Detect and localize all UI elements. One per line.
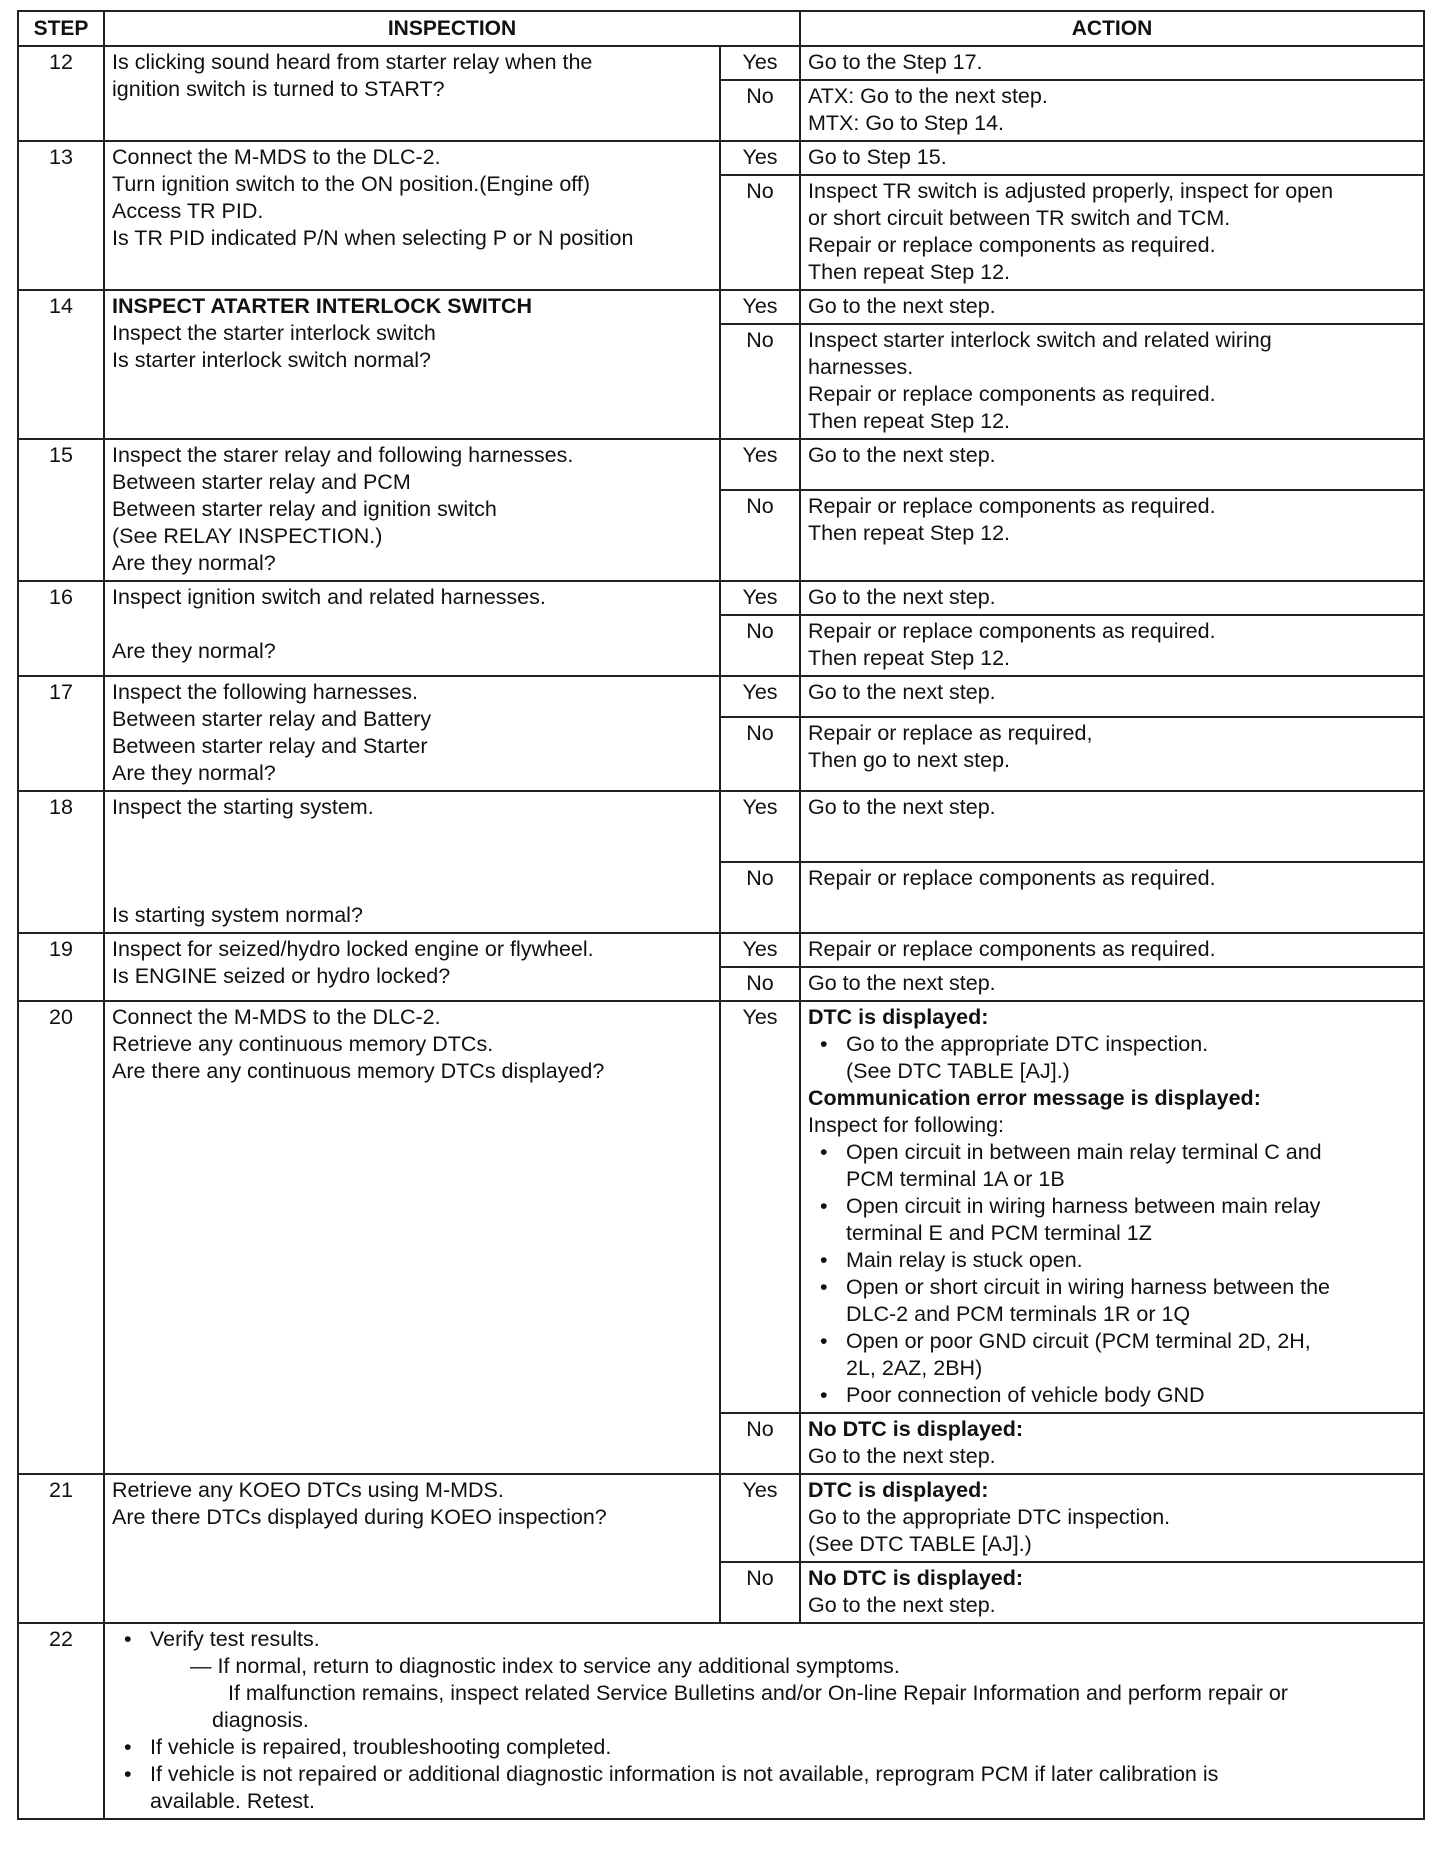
table-row bbox=[18, 581, 1424, 615]
step-number: 15 bbox=[18, 439, 104, 581]
text-line: Inspect the following harnesses. bbox=[112, 680, 418, 704]
yes-action-cell bbox=[800, 581, 1424, 615]
dtc-bullets bbox=[808, 1031, 1416, 1085]
text-line: Repair or replace components as required. bbox=[808, 866, 1216, 890]
text-line: available. Retest. bbox=[150, 1789, 315, 1813]
text-line: Retrieve any KOEO DTCs using M-MDS. bbox=[112, 1478, 504, 1502]
no-action-cell bbox=[800, 717, 1424, 791]
final-cell bbox=[104, 1623, 1424, 1819]
list-item bbox=[808, 1031, 1416, 1085]
inspection-cell bbox=[104, 791, 720, 933]
text-line: Then repeat Step 12. bbox=[808, 409, 1011, 433]
no-action-cell bbox=[800, 1562, 1424, 1623]
text-line: Are they normal? bbox=[112, 639, 276, 663]
text-line: Connect the M-MDS to the DLC-2. bbox=[112, 145, 441, 169]
inspection-cell bbox=[104, 1001, 720, 1474]
text-line: Repair or replace components as required. bbox=[808, 382, 1216, 406]
text-line: Inspect the starer relay and following harnesses. bbox=[112, 443, 574, 467]
step-number: 14 bbox=[18, 290, 104, 439]
table-body bbox=[18, 46, 1424, 1819]
text-line: Inspect TR switch is adjusted properly, inspect for open bbox=[808, 179, 1334, 203]
step-number: 12 bbox=[18, 46, 104, 141]
text-line: Between starter relay and Battery bbox=[112, 707, 432, 731]
final-bullets bbox=[112, 1626, 1416, 1815]
table-row bbox=[18, 1001, 1424, 1413]
step-number: 16 bbox=[18, 581, 104, 676]
text-line: Go to the next step. bbox=[808, 443, 996, 467]
table-row bbox=[18, 1474, 1424, 1562]
yes-label: Yes bbox=[720, 791, 800, 862]
text-line: Go to the next step. bbox=[808, 795, 996, 819]
yes-label: Yes bbox=[720, 676, 800, 717]
text-line: Is clicking sound heard from starter relay when the bbox=[112, 50, 593, 74]
table-row bbox=[18, 141, 1424, 175]
text-line: Then repeat Step 12. bbox=[808, 520, 1011, 545]
inspection-cell bbox=[104, 676, 720, 791]
step-number: 21 bbox=[18, 1474, 104, 1623]
text-line: Go to the next step. bbox=[808, 294, 996, 318]
yes-action-cell bbox=[800, 676, 1424, 717]
comm-heading: Communication error message is displayed: bbox=[808, 1086, 1261, 1110]
list-item bbox=[808, 1247, 1416, 1274]
action-heading: No DTC is displayed: bbox=[808, 1566, 1024, 1590]
text-line: Connect the M-MDS to the DLC-2. bbox=[112, 1005, 441, 1029]
step-number: 20 bbox=[18, 1001, 104, 1474]
text-line: Is starting system normal? bbox=[112, 903, 363, 927]
no-action-cell bbox=[800, 967, 1424, 1001]
text-line: Retrieve any continuous memory DTCs. bbox=[112, 1032, 494, 1056]
no-action-cell bbox=[800, 615, 1424, 676]
yes-label: Yes bbox=[720, 933, 800, 967]
header-action: ACTION bbox=[800, 11, 1424, 46]
text-line: • If vehicle is repaired, troubleshooting completed. bbox=[150, 1735, 612, 1759]
text-line: Then repeat Step 12. bbox=[808, 260, 1011, 284]
text-line: or short circuit between TR switch and TCM. bbox=[808, 206, 1231, 230]
list-item bbox=[112, 1734, 1416, 1761]
text-line: diagnosis. bbox=[212, 1708, 309, 1732]
text-line: Repair or replace as required, bbox=[808, 721, 1093, 746]
action-heading: DTC is displayed: bbox=[808, 1478, 989, 1502]
blank-line bbox=[112, 821, 712, 848]
list-item bbox=[808, 1139, 1416, 1193]
text-line: Are they normal? bbox=[112, 761, 276, 785]
no-label: No bbox=[720, 490, 800, 581]
no-label: No bbox=[720, 1562, 800, 1623]
header-step: STEP bbox=[18, 11, 104, 46]
text-line: 2L, 2AZ, 2BH) bbox=[846, 1356, 983, 1380]
table-row bbox=[18, 933, 1424, 967]
text-line: MTX: Go to Step 14. bbox=[808, 111, 1004, 135]
comm-intro: Inspect for following: bbox=[808, 1113, 1005, 1137]
text-line: Repair or replace components as required. bbox=[808, 493, 1216, 518]
text-line: Is starter interlock switch normal? bbox=[112, 348, 432, 372]
text-line: Between starter relay and Starter bbox=[112, 734, 428, 758]
text-line: If malfunction remains, inspect related Service Bulletins and/or On-line Repair Information and perform repair or bbox=[228, 1681, 1288, 1705]
yes-label: Yes bbox=[720, 439, 800, 490]
text-line: Repair or replace components as required. bbox=[808, 937, 1216, 961]
comm-bullets bbox=[808, 1139, 1416, 1409]
no-label: No bbox=[720, 80, 800, 141]
list-item bbox=[112, 1626, 1416, 1734]
table-row-final bbox=[18, 1623, 1424, 1819]
list-item bbox=[808, 1382, 1416, 1409]
yes-action-cell bbox=[800, 46, 1424, 80]
inspection-cell bbox=[104, 290, 720, 439]
step-number: 22 bbox=[18, 1623, 104, 1819]
header-row bbox=[18, 11, 1424, 46]
text-line: ATX: Go to the next step. bbox=[808, 84, 1048, 108]
table-row bbox=[18, 676, 1424, 717]
yes-action-cell bbox=[800, 1001, 1424, 1413]
text-line: harnesses. bbox=[808, 355, 914, 379]
text-line: Inspect starter interlock switch and related wiring bbox=[808, 328, 1272, 352]
text-line: DLC-2 and PCM terminals 1R or 1Q bbox=[846, 1302, 1191, 1326]
no-action-cell bbox=[800, 324, 1424, 439]
text-line: Inspect ignition switch and related harnesses. bbox=[112, 585, 546, 609]
text-line: • Main relay is stuck open. bbox=[846, 1248, 1083, 1272]
no-label: No bbox=[720, 1413, 800, 1474]
text-line: ignition switch is turned to START? bbox=[112, 77, 445, 101]
text-line: Then repeat Step 12. bbox=[808, 646, 1011, 670]
no-label: No bbox=[720, 717, 800, 791]
text-line: (See DTC TABLE [AJ].) bbox=[846, 1059, 1070, 1083]
inspection-cell bbox=[104, 581, 720, 676]
table-row bbox=[18, 290, 1424, 324]
no-action-cell bbox=[800, 80, 1424, 141]
list-item bbox=[808, 1193, 1416, 1247]
text-line: PCM terminal 1A or 1B bbox=[846, 1167, 1065, 1191]
list-item bbox=[808, 1328, 1416, 1382]
text-line: (See DTC TABLE [AJ].) bbox=[808, 1532, 1032, 1556]
inspection-cell bbox=[104, 141, 720, 290]
diagnostic-table bbox=[17, 10, 1425, 1820]
blank-line bbox=[112, 611, 712, 638]
text-line: Is TR PID indicated P/N when selecting P or N position bbox=[112, 226, 634, 250]
text-line: Inspect for seized/hydro locked engine or flywheel. bbox=[112, 937, 594, 961]
text-line: Access TR PID. bbox=[112, 199, 264, 223]
inspection-cell bbox=[104, 1474, 720, 1623]
text-line: • Open circuit in wiring harness between main relay bbox=[846, 1194, 1321, 1218]
blank-line bbox=[112, 848, 712, 875]
text-line: Repair or replace components as required. bbox=[808, 619, 1216, 643]
text-line: Go to the Step 17. bbox=[808, 50, 983, 74]
inspection-heading: INSPECT ATARTER INTERLOCK SWITCH bbox=[112, 294, 533, 318]
step-number: 17 bbox=[18, 676, 104, 791]
text-line: • Open circuit in between main relay terminal C and bbox=[846, 1140, 1322, 1164]
text-line: Is ENGINE seized or hydro locked? bbox=[112, 964, 451, 988]
text-line: Are there any continuous memory DTCs displayed? bbox=[112, 1059, 605, 1083]
text-line: Are they normal? bbox=[112, 551, 276, 575]
text-line: Go to the next step. bbox=[808, 680, 996, 704]
text-line: Go to the appropriate DTC inspection. bbox=[808, 1505, 1171, 1529]
yes-action-cell bbox=[800, 933, 1424, 967]
text-line: (See RELAY INSPECTION.) bbox=[112, 524, 383, 548]
action-heading: No DTC is displayed: bbox=[808, 1417, 1024, 1441]
table-row bbox=[18, 791, 1424, 862]
yes-label: Yes bbox=[720, 141, 800, 175]
no-action-cell bbox=[800, 175, 1424, 290]
no-label: No bbox=[720, 862, 800, 933]
yes-label: Yes bbox=[720, 1001, 800, 1413]
text-line: Go to Step 15. bbox=[808, 145, 947, 169]
text-line: Go to the next step. bbox=[808, 1444, 996, 1468]
text-line: — If normal, return to diagnostic index to service any additional symptoms. bbox=[190, 1654, 900, 1678]
blank-line bbox=[112, 875, 712, 902]
list-item bbox=[112, 1761, 1416, 1815]
text-line: • Poor connection of vehicle body GND bbox=[846, 1383, 1205, 1407]
step-number: 13 bbox=[18, 141, 104, 290]
dtc-heading: DTC is displayed: bbox=[808, 1005, 989, 1029]
text-line: • Open or short circuit in wiring harness between the bbox=[846, 1275, 1331, 1299]
yes-label: Yes bbox=[720, 581, 800, 615]
no-label: No bbox=[720, 324, 800, 439]
inspection-cell bbox=[104, 439, 720, 581]
header-inspection: INSPECTION bbox=[104, 11, 800, 46]
text-line: • Verify test results. bbox=[150, 1627, 320, 1651]
table-row bbox=[18, 439, 1424, 490]
text-line: Are there DTCs displayed during KOEO inspection? bbox=[112, 1505, 607, 1529]
step-number: 18 bbox=[18, 791, 104, 933]
yes-action-cell bbox=[800, 290, 1424, 324]
text-line: • Go to the appropriate DTC inspection. bbox=[846, 1032, 1209, 1056]
no-action-cell bbox=[800, 862, 1424, 933]
text-line: • Open or poor GND circuit (PCM terminal 2D, 2H, bbox=[846, 1329, 1311, 1353]
text-line: terminal E and PCM terminal 1Z bbox=[846, 1221, 1152, 1245]
yes-label: Yes bbox=[720, 290, 800, 324]
yes-label: Yes bbox=[720, 1474, 800, 1562]
no-label: No bbox=[720, 175, 800, 290]
yes-label: Yes bbox=[720, 46, 800, 80]
text-line: Repair or replace components as required. bbox=[808, 233, 1216, 257]
table-row bbox=[18, 46, 1424, 80]
yes-action-cell bbox=[800, 1474, 1424, 1562]
text-line: Then go to next step. bbox=[808, 748, 1011, 773]
yes-action-cell bbox=[800, 141, 1424, 175]
text-line: Go to the next step. bbox=[808, 585, 996, 609]
no-label: No bbox=[720, 615, 800, 676]
text-line: Inspect the starting system. bbox=[112, 795, 374, 819]
list-item bbox=[808, 1274, 1416, 1328]
yes-action-cell bbox=[800, 439, 1424, 490]
inspection-cell bbox=[104, 46, 720, 141]
no-action-cell bbox=[800, 1413, 1424, 1474]
inspection-cell bbox=[104, 933, 720, 1001]
text-line: Turn ignition switch to the ON position.(Engine off) bbox=[112, 172, 591, 196]
step-number: 19 bbox=[18, 933, 104, 1001]
text-line: Go to the next step. bbox=[808, 1593, 996, 1617]
text-line: Between starter relay and ignition switch bbox=[112, 497, 497, 521]
yes-action-cell bbox=[800, 791, 1424, 862]
text-line: • If vehicle is not repaired or additional diagnostic information is not available, reprogram PCM if later calibration is bbox=[150, 1762, 1219, 1786]
text-line: Inspect the starter interlock switch bbox=[112, 321, 436, 345]
text-line: Go to the next step. bbox=[808, 971, 996, 995]
text-line: Between starter relay and PCM bbox=[112, 470, 411, 494]
no-label: No bbox=[720, 967, 800, 1001]
no-action-cell bbox=[800, 490, 1424, 581]
